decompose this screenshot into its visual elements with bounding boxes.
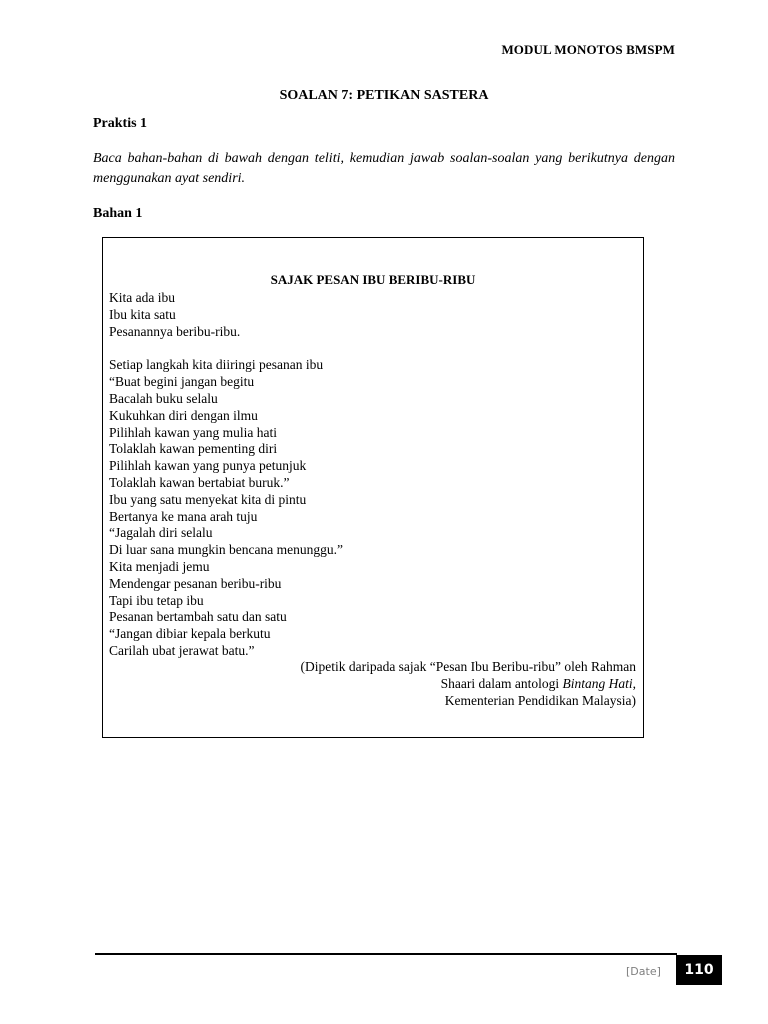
poem-line: Ibu kita satu xyxy=(109,306,176,322)
footer-date: [Date] xyxy=(626,965,661,978)
material-label: Bahan 1 xyxy=(93,206,143,221)
poem-line: Kita ada ibu xyxy=(109,290,175,305)
practice-label: Praktis 1 xyxy=(93,116,148,131)
poem-line: Di luar sana mungkin bencana menunggu.” xyxy=(109,542,343,558)
source-line-3: Kementerian Pendidikan Malaysia) xyxy=(444,693,636,708)
poem-source-citation xyxy=(300,658,636,709)
poem-stanza-1 xyxy=(109,290,343,340)
source-line-2 xyxy=(300,675,636,692)
poem-line: “Jagalah diri selalu xyxy=(109,525,213,541)
source-line-1: (Dipetik daripada sajak “Pesan Ibu Beribu-ribu” oleh Rahman xyxy=(300,659,636,674)
poem-line: Tolaklah kawan bertabiat buruk.” xyxy=(109,474,290,490)
poem-line: Bertanya ke mana arah tuju xyxy=(109,508,258,524)
poem-line: Setiap langkah kita diiringi pesanan ibu xyxy=(109,357,324,373)
footer-divider xyxy=(95,953,677,955)
poem-line: Pilihlah kawan yang mulia hati xyxy=(109,424,277,440)
poem-line: Kukuhkan diri dengan ilmu xyxy=(109,407,258,423)
poem-line: Mendengar pesanan beribu-ribu xyxy=(109,575,282,591)
poem-line: Bacalah buku selalu xyxy=(109,390,218,406)
poem-line: Tolaklah kawan pementing diri xyxy=(109,441,278,457)
poem-line: Tapi ibu tetap ibu xyxy=(109,592,204,608)
source-line-2-suffix: , xyxy=(632,676,636,691)
poem-stanza-2 xyxy=(109,357,343,659)
poem-line: Carilah ubat jerawat batu.” xyxy=(109,642,255,658)
stanza-gap xyxy=(109,340,343,357)
poem-title: SAJAK PESAN IBU BERIBU-RIBU xyxy=(270,272,476,287)
poem-box xyxy=(102,237,644,738)
poem-line: Kita menjadi jemu xyxy=(109,558,210,574)
poem-line: Pesanannya beribu-ribu. xyxy=(109,323,241,339)
poem-body xyxy=(109,290,343,660)
poem-line: Ibu yang satu menyekat kita di pintu xyxy=(109,491,307,507)
poem-line: Pilihlah kawan yang punya petunjuk xyxy=(109,458,307,474)
poem-line: “Jangan dibiar kepala berkutu xyxy=(109,626,271,642)
instructions-text: Baca bahan-bahan di bawah dengan teliti, kemudian jawab soalan-soalan yang berikutnya dengan menggunakan ayat sendiri. xyxy=(93,151,675,186)
module-header: MODUL MONOTOS BMSPM xyxy=(501,42,675,57)
page-number: 110 xyxy=(676,955,722,985)
poem-line: “Buat begini jangan begitu xyxy=(109,374,255,390)
source-line-2-prefix: Shaari dalam antologi xyxy=(440,676,563,691)
poem-line: Pesanan bertambah satu dan satu xyxy=(109,609,287,625)
anthology-title: Bintang Hati xyxy=(562,676,633,691)
section-title: SOALAN 7: PETIKAN SASTERA xyxy=(279,88,489,103)
